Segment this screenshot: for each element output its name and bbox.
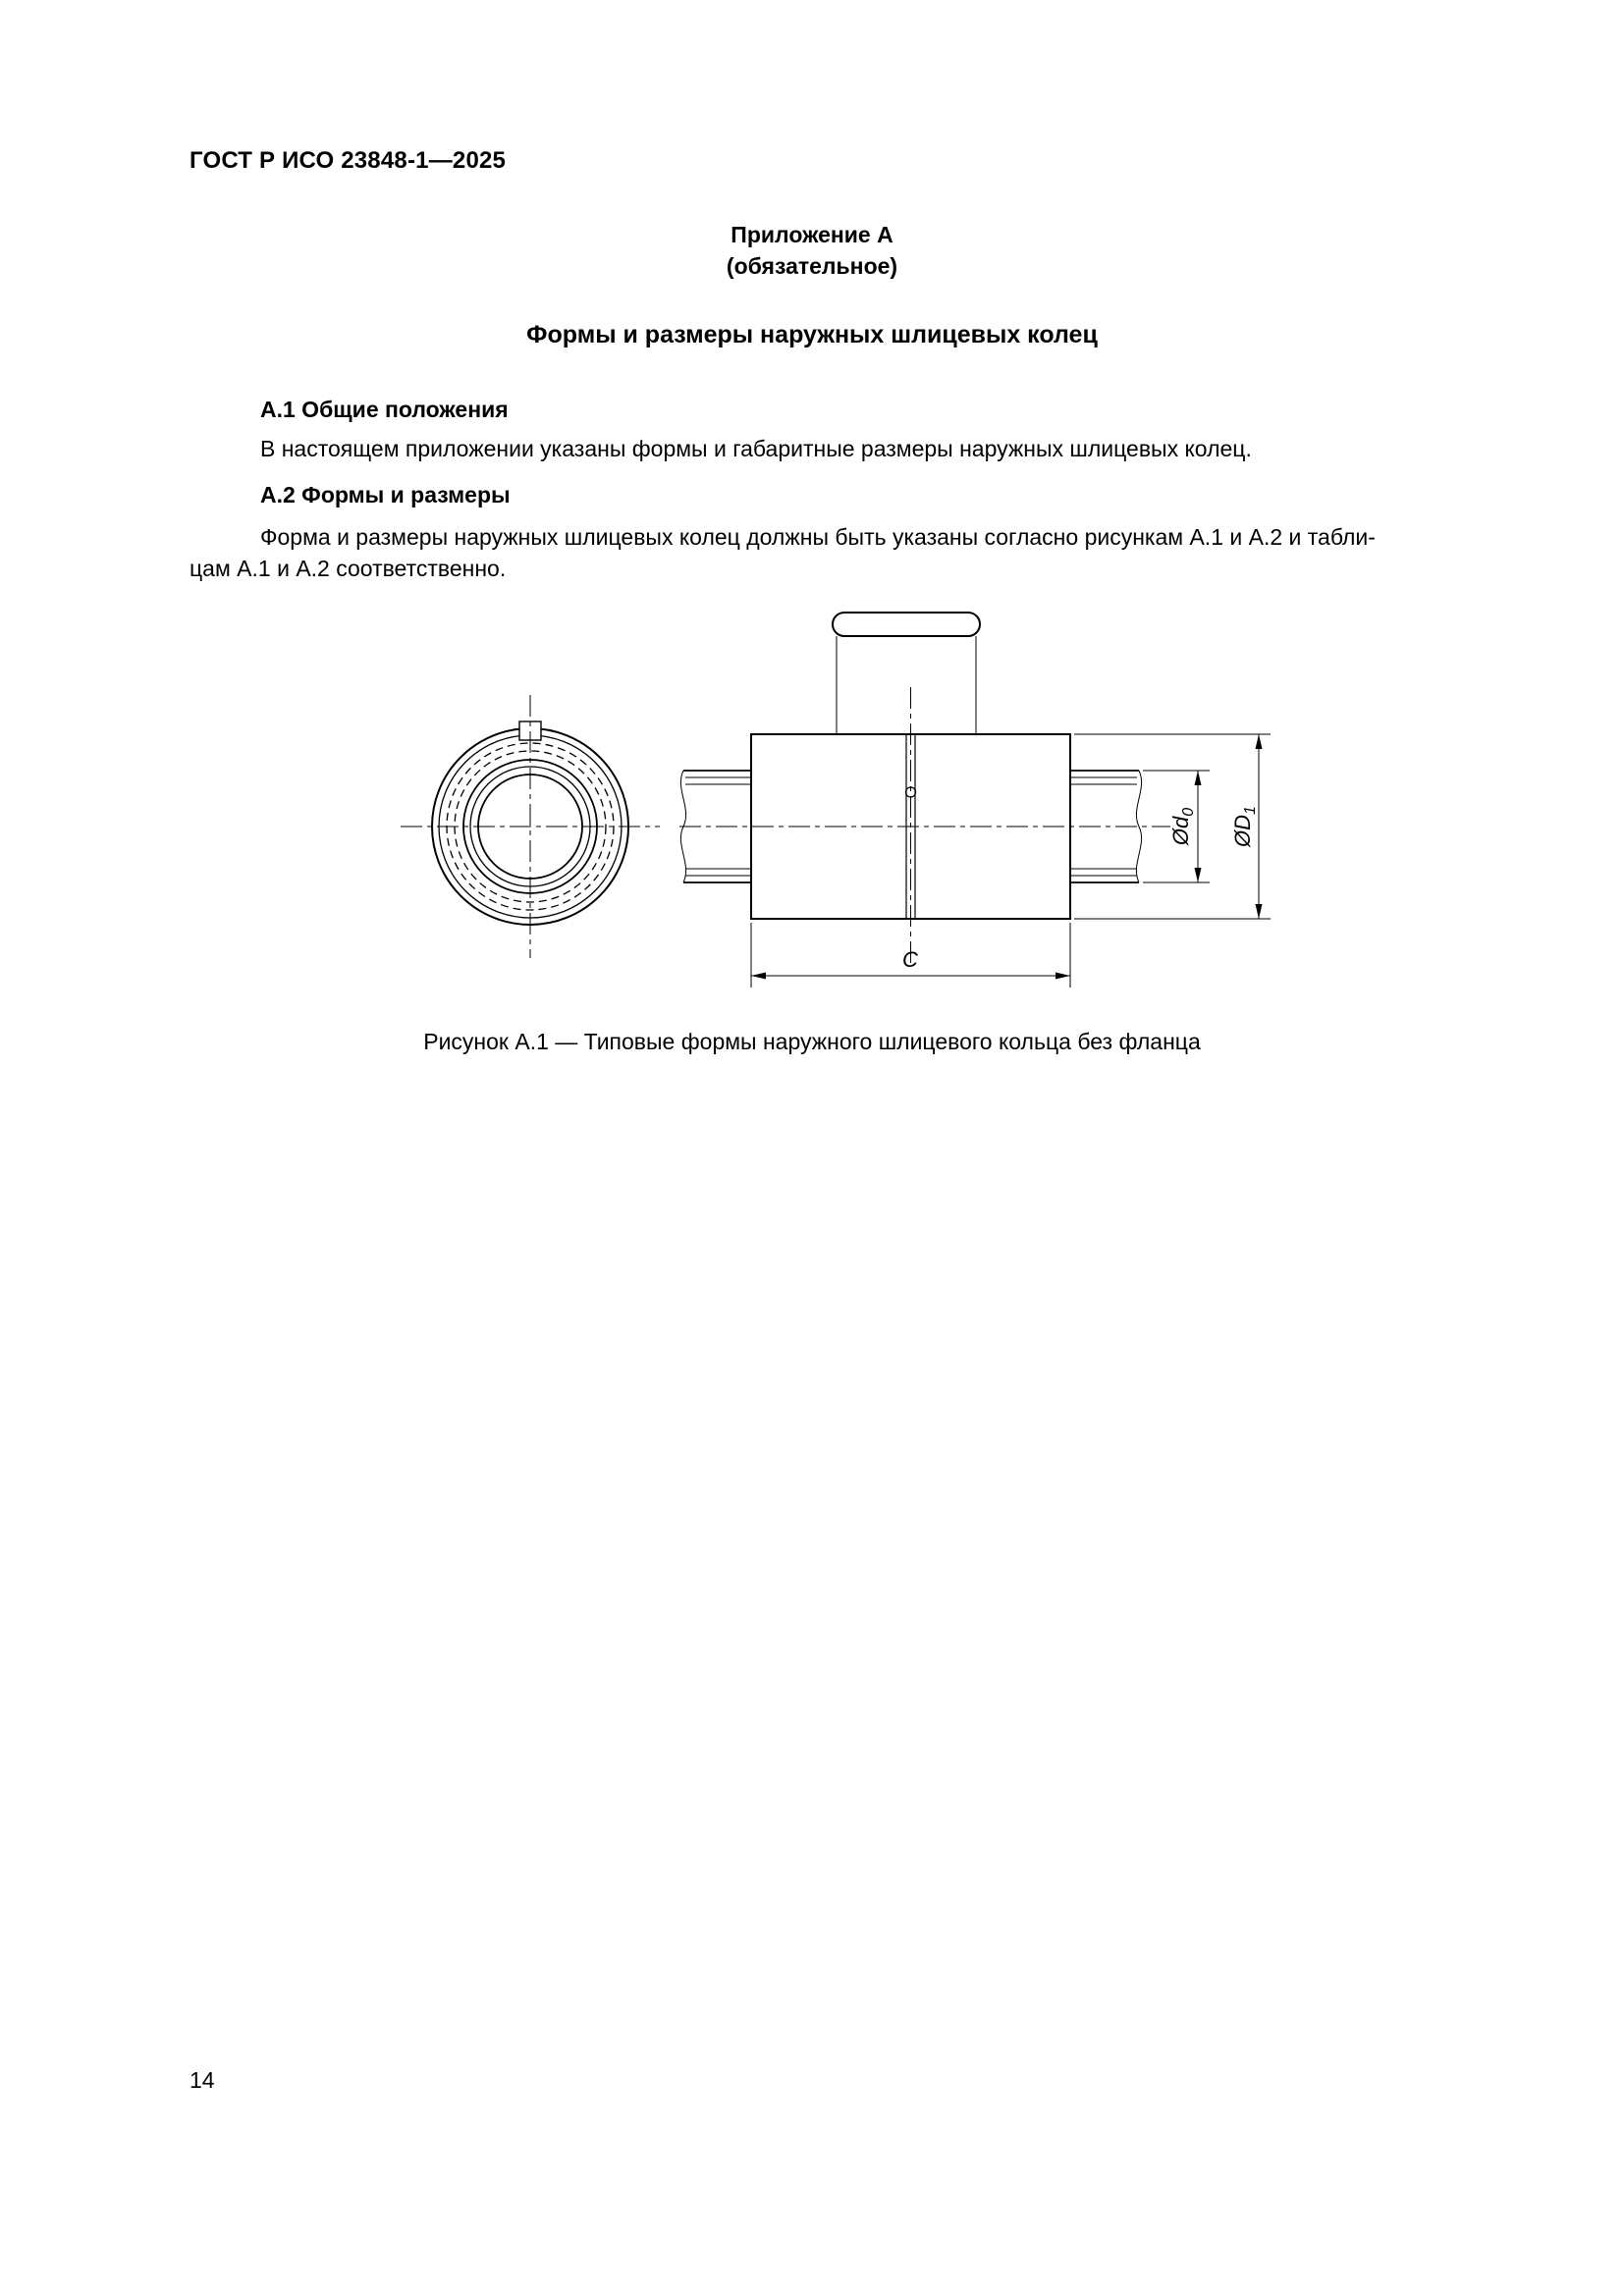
section-a1-heading: А.1 Общие положения	[260, 397, 509, 422]
side-view	[679, 613, 1170, 966]
figure-a1-caption: Рисунок А.1 — Типовые формы наружного шлицевого кольца без фланца	[423, 1029, 1201, 1054]
document-header: ГОСТ Р ИСО 23848-1—2025	[189, 147, 507, 174]
appendix-type: (обязательное)	[726, 253, 898, 279]
section-a2-paragraph-line2: цам А.1 и А.2 соответственно.	[189, 556, 507, 581]
section-a2-paragraph-line1: Форма и размеры наружных шлицевых колец должны быть указаны согласно рисункам А.1 и А.2 и табли-	[260, 524, 1376, 550]
appendix-label: Приложение А	[731, 222, 893, 247]
dim-D1-label: $ØD_1$	[1230, 806, 1259, 847]
section-a1-paragraph: В настоящем приложении указаны формы и габаритные размеры наружных шлицевых колец.	[260, 436, 1252, 461]
key	[833, 613, 980, 636]
appendix-title: Формы и размеры наружных шлицевых колец	[526, 321, 1098, 348]
section-a2-paragraph	[189, 521, 1496, 584]
dim-d0-label: $Ød_0$	[1168, 807, 1197, 846]
page-number: 14	[189, 2067, 215, 2093]
front-view	[401, 695, 660, 958]
break-line-right	[1136, 771, 1141, 882]
figure-a1-drawing	[373, 591, 1276, 1003]
dim-C-label: C	[902, 947, 918, 972]
section-a2-heading: А.2 Формы и размеры	[260, 482, 511, 507]
